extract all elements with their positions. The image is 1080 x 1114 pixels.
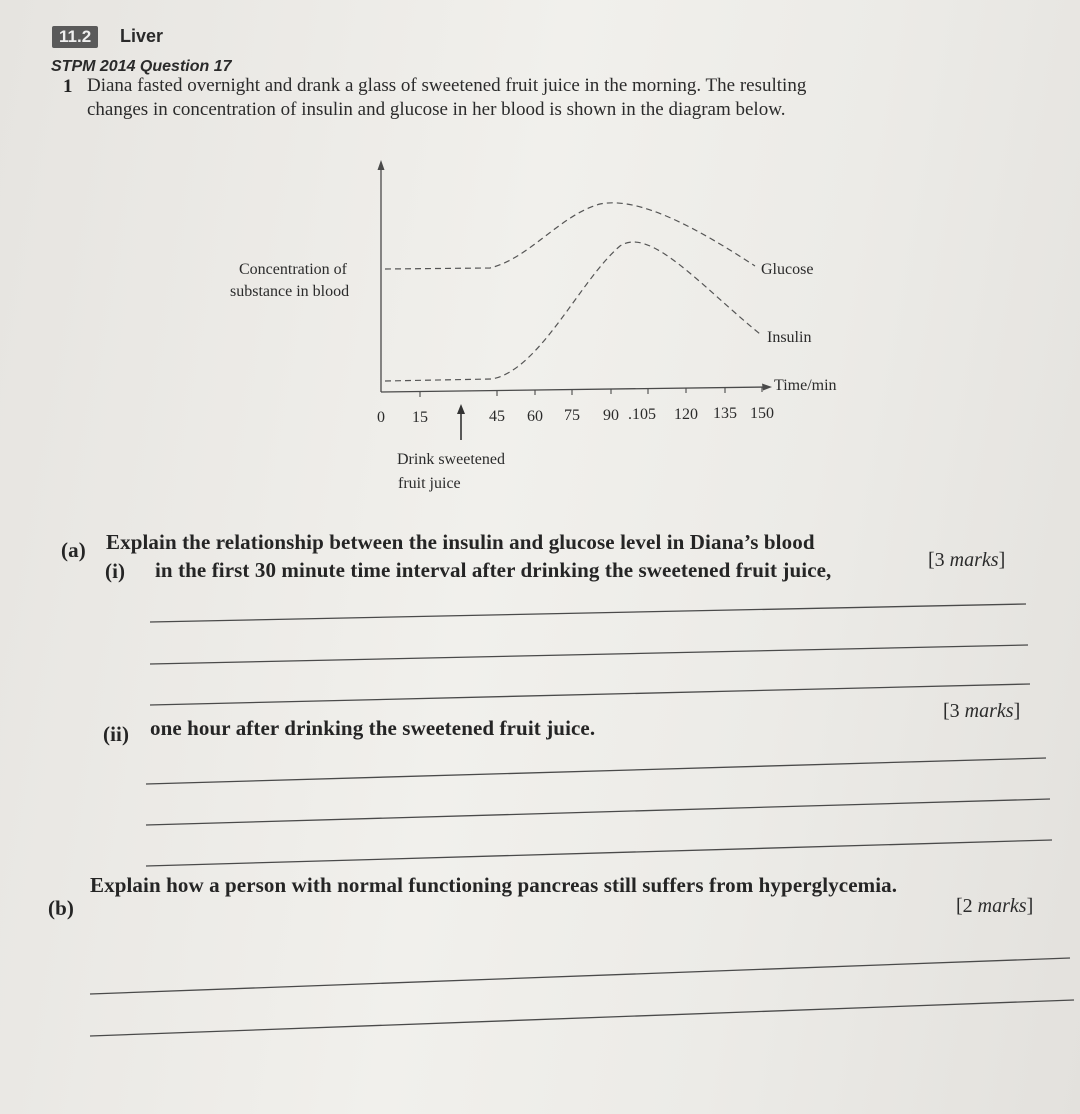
part-b-text: Explain how a person with normal functioning pancreas still suffers from hyperglycemia.: [90, 873, 898, 897]
drink-event-label-line-1: Drink sweetened: [397, 451, 505, 468]
x-tick-label: 135: [713, 405, 737, 422]
x-tick-label: .105: [628, 406, 656, 423]
answer-line: [146, 799, 1050, 825]
answer-line: [146, 758, 1046, 784]
question-number: 1: [63, 76, 73, 97]
glucose-curve-label: Glucose: [761, 261, 814, 278]
question-stem-line-1: Diana fasted overnight and drank a glass of sweetened fruit juice in the morning. The resulting: [87, 75, 807, 96]
y-axis-label-line-2: substance in blood: [230, 283, 350, 300]
part-a-i-label: (i): [105, 559, 126, 583]
insulin-curve-label: Insulin: [767, 329, 812, 346]
section-title: Liver: [120, 26, 164, 46]
x-tick-label: 60: [527, 408, 543, 425]
part-a-ii-marks: [3 marks]: [943, 700, 1021, 722]
part-a-ii-text: one hour after drinking the sweetened fruit juice.: [150, 716, 596, 740]
part-a-label: (a): [61, 538, 86, 562]
answer-line: [150, 604, 1026, 622]
x-axis-label: Time/min: [774, 377, 837, 394]
answer-line: [90, 958, 1070, 994]
y-axis-label-line-1: Concentration of: [239, 261, 347, 278]
part-a-i-marks: [3 marks]: [928, 549, 1006, 571]
answer-line: [150, 684, 1030, 705]
x-tick-label: 75: [564, 407, 580, 424]
x-tick-label: 120: [674, 406, 698, 423]
x-tick-label: 150: [750, 405, 774, 422]
x-tick-label: 15: [412, 409, 428, 426]
answer-line: [146, 840, 1052, 866]
part-a-i-text: in the first 30 minute time interval after drinking the sweetened fruit juice,: [155, 558, 832, 582]
x-tick-label: 0: [377, 409, 385, 426]
part-b-marks: [2 marks]: [956, 895, 1034, 917]
section-number-badge: 11.2: [52, 26, 98, 48]
x-tick-label: 90: [603, 407, 619, 424]
part-a-ii-label: (ii): [103, 722, 130, 746]
answer-line: [90, 1000, 1074, 1036]
drink-event-label-line-2: fruit juice: [398, 475, 461, 492]
x-tick-label: 45: [489, 408, 505, 425]
answer-line: [150, 645, 1028, 664]
exam-reference: STPM 2014 Question 17: [51, 58, 232, 75]
part-b-label: (b): [48, 896, 74, 920]
question-stem-line-2: changes in concentration of insulin and glucose in her blood is shown in the diagram below.: [87, 99, 786, 120]
part-a-prompt: Explain the relationship between the insulin and glucose level in Diana’s blood: [106, 530, 815, 554]
